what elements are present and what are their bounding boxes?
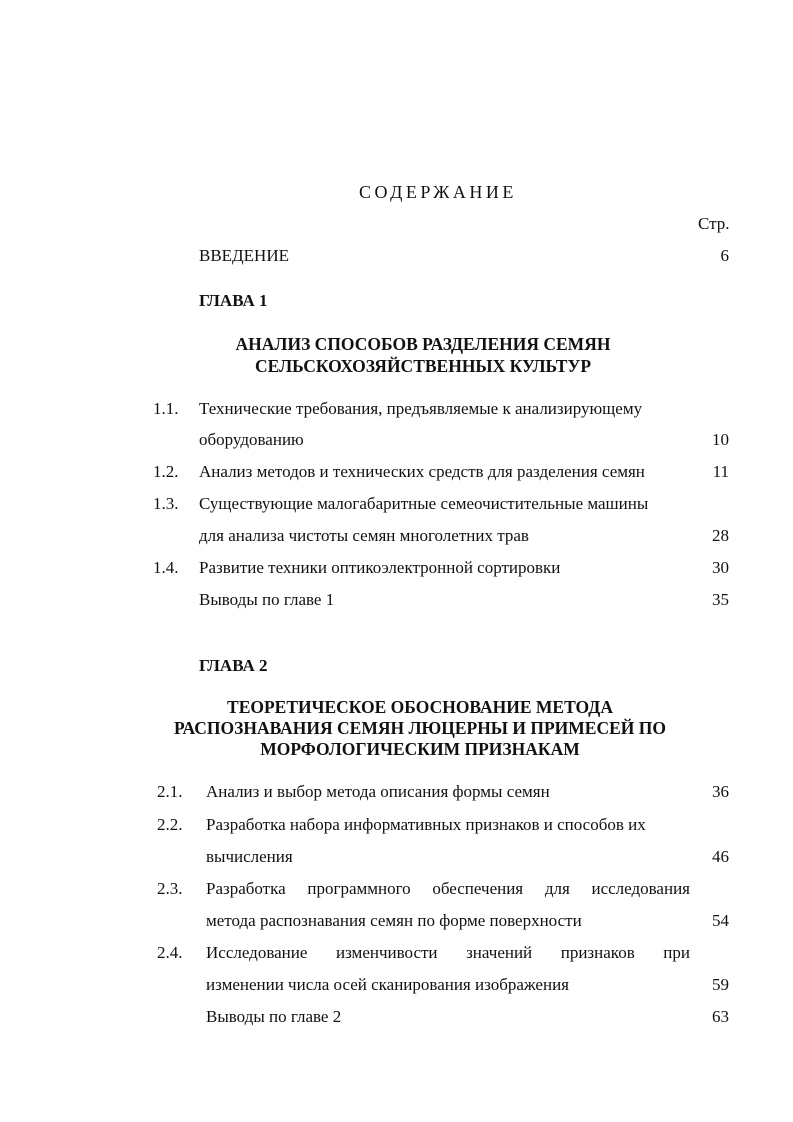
chapter2-heading-line3: МОРФОЛОГИЧЕСКИМ ПРИЗНАКАМ xyxy=(260,739,580,759)
section-page: 36 xyxy=(712,782,729,801)
chapter1-heading-line2: СЕЛЬСКОХОЗЯЙСТВЕННЫХ КУЛЬТУР xyxy=(254,356,592,376)
chapter1-heading-line1: АНАЛИЗ СПОСОБОВ РАЗДЕЛЕНИЯ СЕМЯН xyxy=(235,334,611,354)
chapter2-heading-line1: ТЕОРЕТИЧЕСКОЕ ОБОСНОВАНИЕ МЕТОДА xyxy=(227,697,613,717)
section-title: Развитие техники оптикоэлектронной сортировки xyxy=(199,558,561,577)
section-title: Исследование изменчивости значений признаков при xyxy=(206,943,690,962)
section-number: 1.4. xyxy=(153,558,179,577)
section-title: Разработка набора информативных признаков и способов их xyxy=(206,815,646,834)
page-column-label: Стр. xyxy=(698,214,730,233)
section-title: Технические требования, предъявляемые к анализирующему xyxy=(199,399,643,418)
section-number: 2.1. xyxy=(157,782,183,801)
section-number: 2.3. xyxy=(157,879,183,898)
conclusions-page: 35 xyxy=(712,590,729,609)
conclusions-page: 63 xyxy=(712,1007,729,1026)
section-number: 1.1. xyxy=(153,399,179,418)
chapter1-label: ГЛАВА 1 xyxy=(199,291,268,310)
section-title: Разработка программного обеспечения для исследования xyxy=(206,879,690,898)
section-page: 30 xyxy=(712,558,729,577)
conclusions-label: Выводы по главе 1 xyxy=(199,590,335,609)
section-number: 1.3. xyxy=(153,494,179,513)
page-title: СОДЕРЖАНИЕ xyxy=(359,182,517,202)
section-title-cont: метода распознавания семян по форме поверхности xyxy=(206,911,582,930)
section-number: 2.4. xyxy=(157,943,183,962)
section-title: Анализ и выбор метода описания формы семян xyxy=(206,782,550,801)
section-page: 11 xyxy=(712,462,729,481)
section-title-cont: для анализа чистоты семян многолетних трав xyxy=(199,526,529,545)
chapter2-label: ГЛАВА 2 xyxy=(199,656,268,675)
intro-label: ВВЕДЕНИЕ xyxy=(199,246,289,265)
section-title-cont: вычисления xyxy=(206,847,293,866)
conclusions-label: Выводы по главе 2 xyxy=(206,1007,342,1026)
section-title-cont: оборудованию xyxy=(199,430,304,449)
section-page: 54 xyxy=(712,911,729,930)
section-page: 59 xyxy=(712,975,729,994)
intro-page: 6 xyxy=(720,246,729,265)
section-page: 28 xyxy=(712,526,729,545)
section-number: 2.2. xyxy=(157,815,183,834)
section-title: Анализ методов и технических средств для разделения семян xyxy=(199,462,645,481)
section-title: Существующие малогабаритные семеочистительные машины xyxy=(199,494,649,513)
chapter2-heading-line2: РАСПОЗНАВАНИЯ СЕМЯН ЛЮЦЕРНЫ И ПРИМЕСЕЙ ПО xyxy=(174,718,666,738)
section-page: 46 xyxy=(712,847,729,866)
section-number: 1.2. xyxy=(153,462,179,481)
section-title-cont: изменении числа осей сканирования изображения xyxy=(206,975,569,994)
section-page: 10 xyxy=(712,430,729,449)
